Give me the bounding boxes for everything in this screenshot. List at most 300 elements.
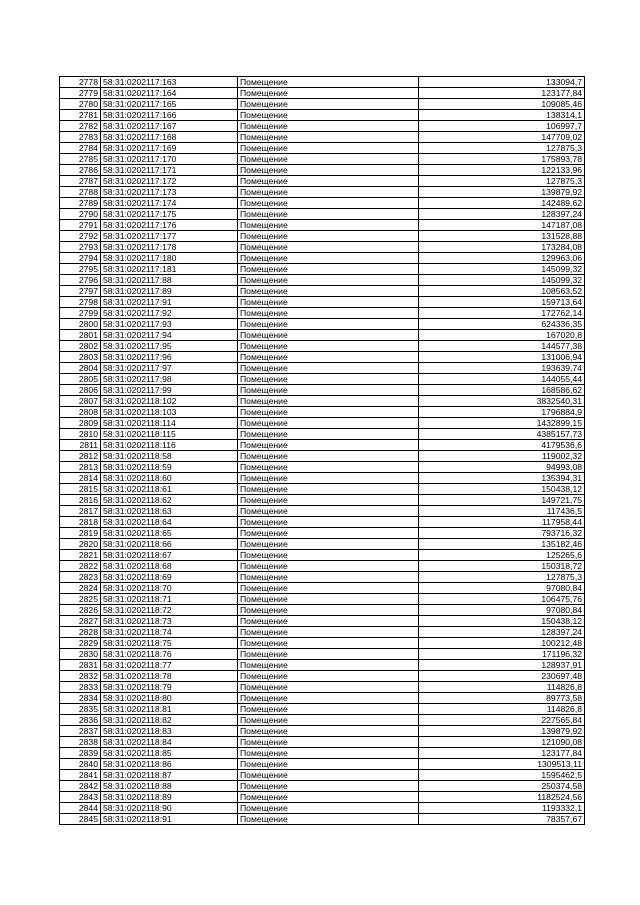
table-row — [60, 374, 585, 385]
value-cell: 145099,32 — [419, 275, 585, 286]
cadastral-number-cell: 58:31:0202117:178 — [101, 242, 238, 253]
cadastral-number-cell: 58:31:0202118:79 — [101, 682, 238, 693]
object-type-cell: Помещение — [238, 165, 419, 176]
table-row — [60, 748, 585, 759]
table-row — [60, 165, 585, 176]
object-type-cell: Помещение — [238, 231, 419, 242]
object-type-cell: Помещение — [238, 616, 419, 627]
value-cell: 94993,08 — [419, 462, 585, 473]
value-cell: 119002,32 — [419, 451, 585, 462]
table-row — [60, 561, 585, 572]
cadastral-number-cell: 58:31:0202118:87 — [101, 770, 238, 781]
value-cell: 100212,48 — [419, 638, 585, 649]
table-row — [60, 792, 585, 803]
row-number-cell: 2844 — [60, 803, 101, 814]
cadastral-number-cell: 58:31:0202117:171 — [101, 165, 238, 176]
table-row — [60, 462, 585, 473]
table-row — [60, 770, 585, 781]
value-cell: 138314,1 — [419, 110, 585, 121]
row-number-cell: 2827 — [60, 616, 101, 627]
cadastral-number-cell: 58:31:0202118:63 — [101, 506, 238, 517]
row-number-cell: 2814 — [60, 473, 101, 484]
row-number-cell: 2811 — [60, 440, 101, 451]
value-cell: 227565,84 — [419, 715, 585, 726]
table-row — [60, 418, 585, 429]
object-type-cell: Помещение — [238, 671, 419, 682]
cadastral-number-cell: 58:31:0202118:89 — [101, 792, 238, 803]
value-cell: 145099,32 — [419, 264, 585, 275]
cadastral-number-cell: 58:31:0202118:82 — [101, 715, 238, 726]
value-cell: 144055,44 — [419, 374, 585, 385]
row-number-cell: 2829 — [60, 638, 101, 649]
row-number-cell: 2823 — [60, 572, 101, 583]
row-number-cell: 2826 — [60, 605, 101, 616]
cadastral-number-cell: 58:31:0202118:71 — [101, 594, 238, 605]
row-number-cell: 2841 — [60, 770, 101, 781]
row-number-cell: 2828 — [60, 627, 101, 638]
table-row — [60, 550, 585, 561]
value-cell: 106997,7 — [419, 121, 585, 132]
value-cell: 793716,32 — [419, 528, 585, 539]
table-row — [60, 781, 585, 792]
cadastral-number-cell: 58:31:0202117:174 — [101, 198, 238, 209]
value-cell: 129963,06 — [419, 253, 585, 264]
row-number-cell: 2838 — [60, 737, 101, 748]
table-row — [60, 121, 585, 132]
row-number-cell: 2786 — [60, 165, 101, 176]
cadastral-number-cell: 58:31:0202118:90 — [101, 803, 238, 814]
table-row — [60, 715, 585, 726]
object-type-cell: Помещение — [238, 374, 419, 385]
cadastral-number-cell: 58:31:0202118:114 — [101, 418, 238, 429]
cadastral-number-cell: 58:31:0202118:74 — [101, 627, 238, 638]
object-type-cell: Помещение — [238, 418, 419, 429]
object-type-cell: Помещение — [238, 440, 419, 451]
object-type-cell: Помещение — [238, 451, 419, 462]
table-row — [60, 704, 585, 715]
value-cell: 139879,92 — [419, 187, 585, 198]
object-type-cell: Помещение — [238, 759, 419, 770]
table-row — [60, 242, 585, 253]
table-row — [60, 187, 585, 198]
object-type-cell: Помещение — [238, 352, 419, 363]
object-type-cell: Помещение — [238, 693, 419, 704]
value-cell: 147187,08 — [419, 220, 585, 231]
object-type-cell: Помещение — [238, 748, 419, 759]
cadastral-number-cell: 58:31:0202118:65 — [101, 528, 238, 539]
value-cell: 97080,84 — [419, 583, 585, 594]
cadastral-number-cell: 58:31:0202118:70 — [101, 583, 238, 594]
object-type-cell: Помещение — [238, 341, 419, 352]
cadastral-number-cell: 58:31:0202118:103 — [101, 407, 238, 418]
object-type-cell: Помещение — [238, 649, 419, 660]
row-number-cell: 2803 — [60, 352, 101, 363]
object-type-cell: Помещение — [238, 110, 419, 121]
row-number-cell: 2799 — [60, 308, 101, 319]
value-cell: 149721,75 — [419, 495, 585, 506]
value-cell: 106475,76 — [419, 594, 585, 605]
table-row — [60, 451, 585, 462]
cadastral-number-cell: 58:31:0202118:80 — [101, 693, 238, 704]
table-row — [60, 132, 585, 143]
table-row — [60, 572, 585, 583]
row-number-cell: 2781 — [60, 110, 101, 121]
table-row — [60, 473, 585, 484]
row-number-cell: 2800 — [60, 319, 101, 330]
value-cell: 150438,12 — [419, 484, 585, 495]
table-row — [60, 660, 585, 671]
row-number-cell: 2845 — [60, 814, 101, 825]
object-type-cell: Помещение — [238, 495, 419, 506]
object-type-cell: Помещение — [238, 297, 419, 308]
cadastral-number-cell: 58:31:0202118:81 — [101, 704, 238, 715]
table-row — [60, 330, 585, 341]
table-row — [60, 627, 585, 638]
value-cell: 624336,35 — [419, 319, 585, 330]
object-type-cell: Помещение — [238, 704, 419, 715]
table-row — [60, 88, 585, 99]
object-type-cell: Помещение — [238, 715, 419, 726]
row-number-cell: 2820 — [60, 539, 101, 550]
table-row — [60, 429, 585, 440]
cadastral-number-cell: 58:31:0202118:77 — [101, 660, 238, 671]
cadastral-number-cell: 58:31:0202117:175 — [101, 209, 238, 220]
table-row — [60, 737, 585, 748]
value-cell: 135182,46 — [419, 539, 585, 550]
table-row — [60, 209, 585, 220]
value-cell: 127875,3 — [419, 176, 585, 187]
row-number-cell: 2801 — [60, 330, 101, 341]
row-number-cell: 2789 — [60, 198, 101, 209]
table-row — [60, 308, 585, 319]
cadastral-number-cell: 58:31:0202118:86 — [101, 759, 238, 770]
data-table — [59, 76, 585, 825]
cadastral-value-table — [59, 76, 584, 825]
table-row — [60, 99, 585, 110]
cadastral-number-cell: 58:31:0202118:102 — [101, 396, 238, 407]
cadastral-number-cell: 58:31:0202118:76 — [101, 649, 238, 660]
value-cell: 131528,88 — [419, 231, 585, 242]
object-type-cell: Помещение — [238, 792, 419, 803]
value-cell: 147709,02 — [419, 132, 585, 143]
object-type-cell: Помещение — [238, 473, 419, 484]
value-cell: 121090,08 — [419, 737, 585, 748]
row-number-cell: 2808 — [60, 407, 101, 418]
row-number-cell: 2797 — [60, 286, 101, 297]
object-type-cell: Помещение — [238, 737, 419, 748]
table-row — [60, 484, 585, 495]
row-number-cell: 2807 — [60, 396, 101, 407]
value-cell: 144577,38 — [419, 341, 585, 352]
value-cell: 117436,5 — [419, 506, 585, 517]
value-cell: 127875,3 — [419, 143, 585, 154]
object-type-cell: Помещение — [238, 550, 419, 561]
row-number-cell: 2788 — [60, 187, 101, 198]
value-cell: 159713,64 — [419, 297, 585, 308]
table-row — [60, 385, 585, 396]
row-number-cell: 2787 — [60, 176, 101, 187]
value-cell: 131006,94 — [419, 352, 585, 363]
table-row — [60, 528, 585, 539]
object-type-cell: Помещение — [238, 121, 419, 132]
row-number-cell: 2782 — [60, 121, 101, 132]
cadastral-number-cell: 58:31:0202118:75 — [101, 638, 238, 649]
object-type-cell: Помещение — [238, 429, 419, 440]
cadastral-number-cell: 58:31:0202118:88 — [101, 781, 238, 792]
value-cell: 89773,58 — [419, 693, 585, 704]
table-body — [60, 77, 585, 825]
object-type-cell: Помещение — [238, 660, 419, 671]
row-number-cell: 2821 — [60, 550, 101, 561]
row-number-cell: 2830 — [60, 649, 101, 660]
table-row — [60, 253, 585, 264]
value-cell: 123177,84 — [419, 748, 585, 759]
cadastral-number-cell: 58:31:0202118:59 — [101, 462, 238, 473]
object-type-cell: Помещение — [238, 176, 419, 187]
object-type-cell: Помещение — [238, 132, 419, 143]
object-type-cell: Помещение — [238, 770, 419, 781]
object-type-cell: Помещение — [238, 561, 419, 572]
table-row — [60, 803, 585, 814]
value-cell: 193639,74 — [419, 363, 585, 374]
cadastral-number-cell: 58:31:0202118:85 — [101, 748, 238, 759]
object-type-cell: Помещение — [238, 385, 419, 396]
row-number-cell: 2818 — [60, 517, 101, 528]
cadastral-number-cell: 58:31:0202118:115 — [101, 429, 238, 440]
cadastral-number-cell: 58:31:0202117:99 — [101, 385, 238, 396]
row-number-cell: 2819 — [60, 528, 101, 539]
object-type-cell: Помещение — [238, 187, 419, 198]
table-row — [60, 539, 585, 550]
value-cell: 1796884,9 — [419, 407, 585, 418]
object-type-cell: Помещение — [238, 330, 419, 341]
table-row — [60, 143, 585, 154]
object-type-cell: Помещение — [238, 462, 419, 473]
table-row — [60, 495, 585, 506]
table-row — [60, 649, 585, 660]
object-type-cell: Помещение — [238, 319, 419, 330]
table-row — [60, 275, 585, 286]
object-type-cell: Помещение — [238, 88, 419, 99]
value-cell: 128937,91 — [419, 660, 585, 671]
object-type-cell: Помещение — [238, 286, 419, 297]
value-cell: 109085,46 — [419, 99, 585, 110]
row-number-cell: 2839 — [60, 748, 101, 759]
object-type-cell: Помещение — [238, 154, 419, 165]
value-cell: 4179536,6 — [419, 440, 585, 451]
object-type-cell: Помещение — [238, 143, 419, 154]
value-cell: 1432899,15 — [419, 418, 585, 429]
cadastral-number-cell: 58:31:0202118:66 — [101, 539, 238, 550]
table-row — [60, 352, 585, 363]
row-number-cell: 2843 — [60, 792, 101, 803]
object-type-cell: Помещение — [238, 528, 419, 539]
cadastral-number-cell: 58:31:0202117:93 — [101, 319, 238, 330]
row-number-cell: 2778 — [60, 77, 101, 88]
value-cell: 168586,62 — [419, 385, 585, 396]
value-cell: 122133,96 — [419, 165, 585, 176]
table-row — [60, 517, 585, 528]
table-row — [60, 814, 585, 825]
cadastral-number-cell: 58:31:0202117:89 — [101, 286, 238, 297]
table-row — [60, 341, 585, 352]
cadastral-number-cell: 58:31:0202117:173 — [101, 187, 238, 198]
row-number-cell: 2809 — [60, 418, 101, 429]
row-number-cell: 2791 — [60, 220, 101, 231]
cadastral-number-cell: 58:31:0202118:68 — [101, 561, 238, 572]
value-cell: 167020,8 — [419, 330, 585, 341]
row-number-cell: 2798 — [60, 297, 101, 308]
table-row — [60, 319, 585, 330]
row-number-cell: 2810 — [60, 429, 101, 440]
value-cell: 250374,58 — [419, 781, 585, 792]
value-cell: 1193332,1 — [419, 803, 585, 814]
table-row — [60, 506, 585, 517]
value-cell: 114826,8 — [419, 704, 585, 715]
row-number-cell: 2794 — [60, 253, 101, 264]
table-row — [60, 286, 585, 297]
object-type-cell: Помещение — [238, 506, 419, 517]
row-number-cell: 2832 — [60, 671, 101, 682]
row-number-cell: 2792 — [60, 231, 101, 242]
table-row — [60, 726, 585, 737]
value-cell: 78357,67 — [419, 814, 585, 825]
cadastral-number-cell: 58:31:0202117:169 — [101, 143, 238, 154]
row-number-cell: 2842 — [60, 781, 101, 792]
cadastral-number-cell: 58:31:0202117:98 — [101, 374, 238, 385]
table-row — [60, 77, 585, 88]
object-type-cell: Помещение — [238, 781, 419, 792]
row-number-cell: 2816 — [60, 495, 101, 506]
table-row — [60, 594, 585, 605]
object-type-cell: Помещение — [238, 275, 419, 286]
value-cell: 114826,8 — [419, 682, 585, 693]
row-number-cell: 2822 — [60, 561, 101, 572]
object-type-cell: Помещение — [238, 583, 419, 594]
row-number-cell: 2836 — [60, 715, 101, 726]
cadastral-number-cell: 58:31:0202117:170 — [101, 154, 238, 165]
value-cell: 175893,78 — [419, 154, 585, 165]
cadastral-number-cell: 58:31:0202117:165 — [101, 99, 238, 110]
cadastral-number-cell: 58:31:0202118:61 — [101, 484, 238, 495]
object-type-cell: Помещение — [238, 209, 419, 220]
value-cell: 123177,84 — [419, 88, 585, 99]
value-cell: 117958,44 — [419, 517, 585, 528]
object-type-cell: Помещение — [238, 407, 419, 418]
object-type-cell: Помещение — [238, 539, 419, 550]
value-cell: 172762,14 — [419, 308, 585, 319]
table-row — [60, 363, 585, 374]
value-cell: 230697,48 — [419, 671, 585, 682]
table-row — [60, 198, 585, 209]
cadastral-number-cell: 58:31:0202117:97 — [101, 363, 238, 374]
row-number-cell: 2840 — [60, 759, 101, 770]
table-row — [60, 297, 585, 308]
value-cell: 125265,6 — [419, 550, 585, 561]
cadastral-number-cell: 58:31:0202118:91 — [101, 814, 238, 825]
table-row — [60, 671, 585, 682]
value-cell: 3832540,31 — [419, 396, 585, 407]
cadastral-number-cell: 58:31:0202118:69 — [101, 572, 238, 583]
row-number-cell: 2813 — [60, 462, 101, 473]
value-cell: 128397,24 — [419, 209, 585, 220]
table-row — [60, 407, 585, 418]
value-cell: 139879,92 — [419, 726, 585, 737]
object-type-cell: Помещение — [238, 220, 419, 231]
value-cell: 97080,84 — [419, 605, 585, 616]
cadastral-number-cell: 58:31:0202118:72 — [101, 605, 238, 616]
row-number-cell: 2825 — [60, 594, 101, 605]
object-type-cell: Помещение — [238, 803, 419, 814]
cadastral-number-cell: 58:31:0202117:168 — [101, 132, 238, 143]
cadastral-number-cell: 58:31:0202117:163 — [101, 77, 238, 88]
row-number-cell: 2783 — [60, 132, 101, 143]
table-row — [60, 264, 585, 275]
object-type-cell: Помещение — [238, 572, 419, 583]
row-number-cell: 2824 — [60, 583, 101, 594]
value-cell: 150438,12 — [419, 616, 585, 627]
cadastral-number-cell: 58:31:0202118:73 — [101, 616, 238, 627]
object-type-cell: Помещение — [238, 99, 419, 110]
cadastral-number-cell: 58:31:0202118:116 — [101, 440, 238, 451]
cadastral-number-cell: 58:31:0202117:164 — [101, 88, 238, 99]
table-row — [60, 638, 585, 649]
object-type-cell: Помещение — [238, 396, 419, 407]
value-cell: 127875,3 — [419, 572, 585, 583]
row-number-cell: 2805 — [60, 374, 101, 385]
row-number-cell: 2834 — [60, 693, 101, 704]
table-row — [60, 110, 585, 121]
table-row — [60, 682, 585, 693]
cadastral-number-cell: 58:31:0202117:181 — [101, 264, 238, 275]
cadastral-number-cell: 58:31:0202118:67 — [101, 550, 238, 561]
row-number-cell: 2817 — [60, 506, 101, 517]
cadastral-number-cell: 58:31:0202118:64 — [101, 517, 238, 528]
value-cell: 133094,7 — [419, 77, 585, 88]
row-number-cell: 2831 — [60, 660, 101, 671]
table-row — [60, 396, 585, 407]
cadastral-number-cell: 58:31:0202118:83 — [101, 726, 238, 737]
object-type-cell: Помещение — [238, 814, 419, 825]
row-number-cell: 2793 — [60, 242, 101, 253]
object-type-cell: Помещение — [238, 264, 419, 275]
cadastral-number-cell: 58:31:0202117:180 — [101, 253, 238, 264]
object-type-cell: Помещение — [238, 517, 419, 528]
object-type-cell: Помещение — [238, 682, 419, 693]
value-cell: 108563,52 — [419, 286, 585, 297]
table-row — [60, 616, 585, 627]
cadastral-number-cell: 58:31:0202117:91 — [101, 297, 238, 308]
table-row — [60, 693, 585, 704]
table-row — [60, 759, 585, 770]
row-number-cell: 2837 — [60, 726, 101, 737]
row-number-cell: 2804 — [60, 363, 101, 374]
value-cell: 1309513,11 — [419, 759, 585, 770]
row-number-cell: 2812 — [60, 451, 101, 462]
table-row — [60, 176, 585, 187]
cadastral-number-cell: 58:31:0202117:88 — [101, 275, 238, 286]
table-row — [60, 231, 585, 242]
cadastral-number-cell: 58:31:0202117:177 — [101, 231, 238, 242]
object-type-cell: Помещение — [238, 726, 419, 737]
cadastral-number-cell: 58:31:0202118:84 — [101, 737, 238, 748]
cadastral-number-cell: 58:31:0202117:172 — [101, 176, 238, 187]
object-type-cell: Помещение — [238, 308, 419, 319]
object-type-cell: Помещение — [238, 594, 419, 605]
value-cell: 171196,32 — [419, 649, 585, 660]
table-row — [60, 220, 585, 231]
object-type-cell: Помещение — [238, 198, 419, 209]
